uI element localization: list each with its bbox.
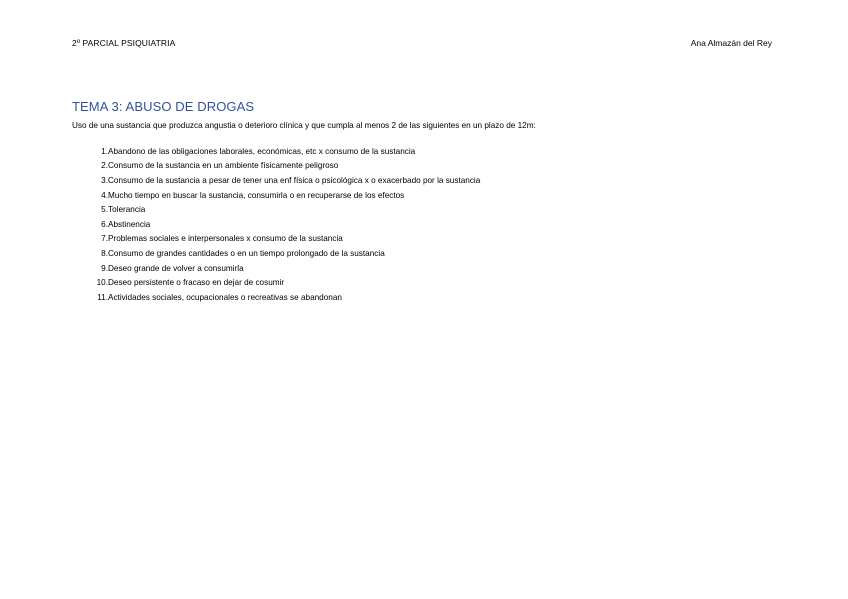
criteria-text: Deseo persistente o fracaso en dejar de cosumir bbox=[108, 278, 285, 288]
criteria-item-10 bbox=[84, 275, 480, 290]
criteria-item-1 bbox=[84, 144, 480, 159]
criteria-text: Deseo grande de volver a consumirla bbox=[108, 263, 244, 273]
section-intro: Uso de una sustancia que produzca angustia o deterioro clínica y que cumpla al menos 2 de las siguientes en un plazo de 12m: bbox=[72, 121, 536, 130]
criteria-text: Abstinencia bbox=[108, 219, 151, 229]
criteria-number: 11. bbox=[97, 292, 108, 302]
criteria-text: Consumo de la sustancia en un ambiente físicamente peligroso bbox=[108, 161, 339, 171]
criteria-item-9 bbox=[84, 261, 480, 276]
criteria-text: Tolerancia bbox=[108, 205, 146, 215]
criteria-text: Actividades sociales, ocupacionales o recreativas se abandonan bbox=[108, 292, 342, 302]
criteria-item-5 bbox=[84, 202, 480, 217]
criteria-item-2 bbox=[84, 159, 480, 174]
criteria-number: 9. bbox=[101, 263, 108, 273]
criteria-number: 4. bbox=[101, 190, 108, 200]
criteria-number: 8. bbox=[101, 248, 108, 258]
criteria-item-3 bbox=[84, 173, 480, 188]
header-subject: 2º PARCIAL PSIQUIATRIA bbox=[72, 38, 176, 48]
criteria-number: 6. bbox=[101, 219, 108, 229]
criteria-text: Abandono de las obligaciones laborales, económicas, etc x consumo de la sustancia bbox=[108, 146, 416, 156]
criteria-text: Consumo de la sustancia a pesar de tener una enf física o psicológica x o exacerbado por la sustancia bbox=[108, 175, 481, 185]
criteria-list bbox=[84, 144, 480, 305]
criteria-text: Mucho tiempo en buscar la sustancia, consumirla o en recuperarse de los efectos bbox=[108, 190, 405, 200]
criteria-item-6 bbox=[84, 217, 480, 232]
criteria-number: 7. bbox=[101, 234, 108, 244]
criteria-text: Problemas sociales e interpersonales x consumo de la sustancia bbox=[108, 234, 343, 244]
criteria-text: Consumo de grandes cantidades o en un tiempo prolongado de la sustancia bbox=[108, 248, 385, 258]
criteria-number: 5. bbox=[101, 205, 108, 215]
criteria-item-7 bbox=[84, 232, 480, 247]
criteria-item-4 bbox=[84, 188, 480, 203]
criteria-number: 3. bbox=[101, 175, 108, 185]
header-author: Ana Almazán del Rey bbox=[690, 38, 772, 48]
criteria-number: 2. bbox=[101, 161, 108, 171]
criteria-item-8 bbox=[84, 246, 480, 261]
criteria-number: 10. bbox=[96, 278, 108, 288]
criteria-item-11 bbox=[84, 290, 480, 305]
section-title: TEMA 3: ABUSO DE DROGAS bbox=[72, 99, 255, 114]
criteria-number: 1. bbox=[101, 146, 108, 156]
